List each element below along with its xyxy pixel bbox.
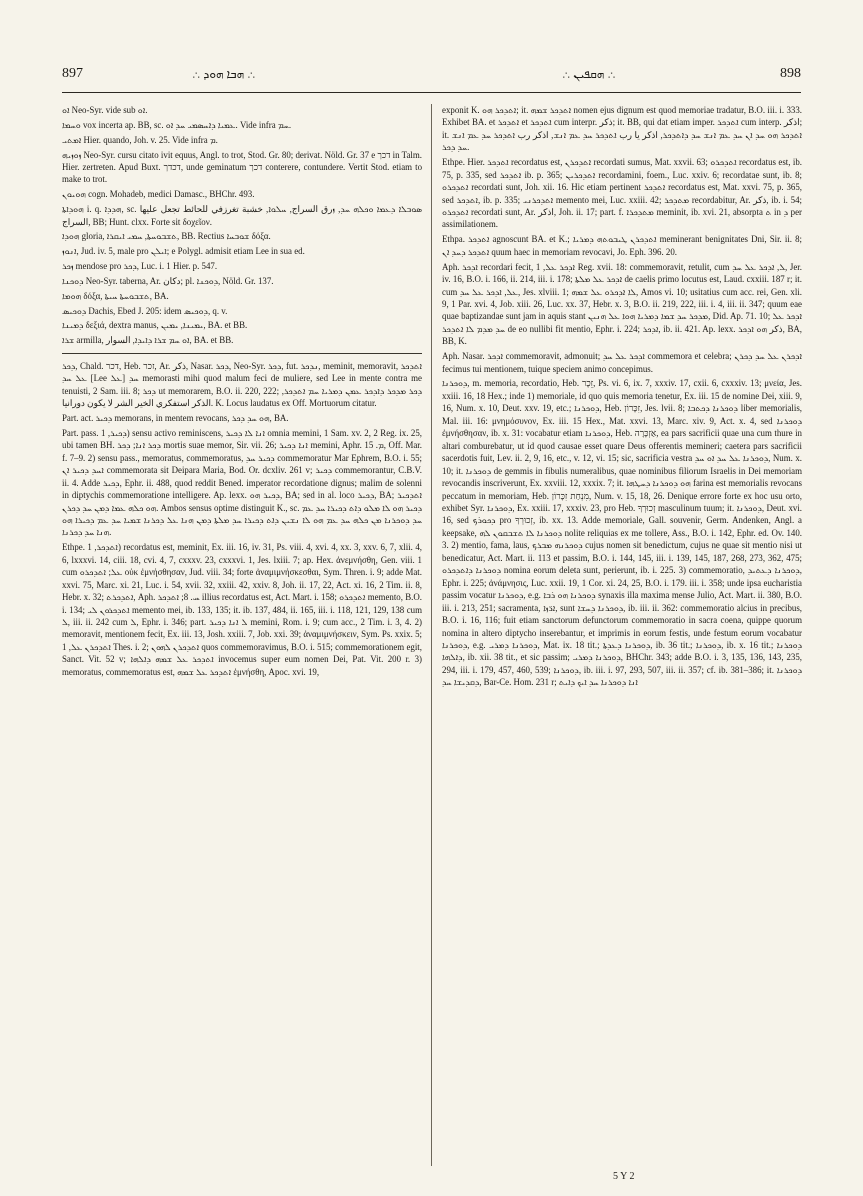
entry: ܗܘܕܐܬܐ i. q. ܗܕܕܐ, sc. ܣܘܒܠܐ ܕܥܡܐ ܘܟܠܗ ܚܕ, ܙرق السراج, ܚܠܘܐ, خشبة تغرزفي للحائط تجعل عليها السراج, BB; Hunt. clxx. Forte sit δοχεῖον. (62, 204, 422, 227)
entry: ܕܡܝܢܐ δεξιά, dextra manus, ܝܡܝܢܐ, ܝܡܝܢ, BA. et BB. (62, 320, 248, 331)
main-entry: Part. pass. ܕܟܝܪ, 1) sensu activo reminiscens, ܐܢܐ ܠܐ ܕܟܝܪ omnia memini, 1 Sam. xv. 2, 2 Reg. ix. 25, ubi tamen BH. ܕܟܪ ܐܢܐ; ܕܟܪ mortis suae memor, Sir. vii. 26; ܐܢܐ ܕܟܝܪ memini, Aphr. ܡ. 15, Off. Mar. f. 7–9. 2) sensu pass., memoratus, commemoratus, ܕܟܝܪ ܚܕ commemoratur Mar Ephrem, B.O. i. 55; ܐܚܕ ܕܟܝܪ ܐܢ commemorata sit Deipara Maria, Bod. Or. dcxliv. 261 v; ܕܟܝܪ commemorantur, C.B.V. ii. 4. Adde ܕܟܝܪ, Ephr. ii. 488, quod reddit Bened. imperator recordatione dignus; malim de solenni in diptychis commemoratione intelligere. Ap. lexx. ܕܟܝܪ ܗܘ, BA; sed in al. loco ܕܟܝܪ, BA; ܐܬܕܟܝܪ ܗܘ ܟܠܗ ܥܡܐ ܕܡܢ ܚܕ ܕܟܪܢ. Ambos sensus optime distinguit K., sc. ܕܟܝܪ ܗܘ ܠܐ ܡܠܘ ܕܐܬ ܕܟܝܪܐ ܚܕ ܥܡ ܚܕ ܕܘܟܪܢܐ ܡܢ ܟܠܗ ܚܕ ܥܡ ܗܘ ܠܐ ܢܫܝܢ ܕܐܬ ܕܟܝܪܐ ܚܕ ܡܠܬܐ ܕܡܢ ܗܢܐ ܥܠ ܕܟܪܢܐ ܫܡܝܐ ܚܕ ܥܡ ܕܟܝܪܐ ܗܘ ܗܢܐ ܚܕ ܕܟܪܢܐ. (62, 427, 422, 538)
entry: exponit K. ܐܬܕܟܪ ܗܘ; it. ܐܬܕܟܪ ܫܡܗ nomen ejus dignum est quod memoriae tradatur, B.O. iii. i. 333. Exhibet BA. et ܐܬܕܟܪ et ܐܬܕܟܪ cum interpr. ذكر; it. BB, qui dat etiam imper. ܐܬܕܟܪ cum interp. اذكر; it. ܐܬܕܟܪ ܗܘ ܚܕ ܐܢ ܚܕ ܥܡ ܐܢܫ ܚܕ ܕܐܬܕܟܪ, اذكر يا رب ܐܬܕܟܪ ܚܕ ܥܡ ܐܢܫ, اذكر رب ܐܬܕܟܪ ܚܕ ܥܡ ܐܢܫ ܚܕ ܕܟܪ. (442, 105, 802, 153)
entry: Aph. ܐܕܟܪ recordari fecit, ܐܕܟܪ ܥܠ, 1 Reg. xvii. 18: commemoravit, retulit, cum ܠ, ܐܕܟܪ ܥܠ ܚܕ, Jer. iv. 16, B.O. i. 166, ii. 214, iii. i. 178; ܐܕܟܪ ܥܠ ܡܠܬܐ de caelis primo locutus est, Laud. cxxiii. 187 r; it. cum ܥܠ, ܐܕܟܪ ܥܠ ܚܕ, Jes. xlviii. 1; ܠܐ ܐܕܟܪܘ ܥܠ ܫܡܗ, Amos vi. 10; usitatius cum acc. rei, Gen. xli. 9, 1 Par. xvi. 4, Job. xiii. 26, Luc. xx. 37, Hebr. x. 3, B.O. ii. 219, 222, iii. i. 4, iii. ii. 347; quum eae quae baptizandae sunt jam in aquis stant ܡܕܟܪ ܚܕ ܫܡܐ ܕܡܪܝܐ ܗܘܐ ܥܠ ܗܢܝܢ, Did. Ap. 71. 10; ܐܕܟܪ ܥܠ ܚܕ ܡܕܡ ܠܐ ܐܬܕܟܪ de eo nullibi fit mentio, Ephr. i. 224; ܐܕܟܪ, ib. ii. 421. Ap. lexx. ذكر ܗܘ ܐܕܟܪ, BA, BB, K. (442, 261, 802, 347)
entry: ܐܢܘܙ, Jud. iv. 5, male pro ܐܝܠܢ; e Polygl. admisit etiam Lee in sua ed. (62, 246, 305, 257)
right-running-head: ∴ ܗܩܦܝܢ ∴ (562, 67, 616, 81)
entry: ܐܘ Neo-Syr. vide sub ܐܘ. (62, 105, 148, 115)
entry: ܐܡܬܝ Hier. quando, Joh. v. 25. Vide infra ܡ. (62, 134, 218, 145)
entry: ܕܘܟܝܣ Dachis, Ebed J. 205: idem ܕܘܟܝܣ, q. v. (62, 305, 228, 316)
main-entry: Part. act. ܕܟܝܪ memorans, in mentem revocans, ܗܘ ܚܕ ܕܟܪ, BA. (62, 412, 289, 423)
entry: ܫܪܐ armilla, ܐܘ ܚܡ ܫܪܐ ܕܐܝܕܐ, السوار, BA. et BB. (62, 335, 234, 346)
entry: ܗܘܡܐ δόξα, ܬܫܒܘܚܬܐ ܚܝܬܐ, BA. (62, 290, 169, 301)
right-column (442, 104, 802, 1174)
page-header (62, 66, 801, 90)
left-running-head: ∴ ܗܒܐ ܗܘܕ ∴ (192, 67, 256, 81)
left-column (62, 104, 422, 1164)
section-separator (62, 353, 422, 354)
entry: Ethpe. Hier. ܐܬܕܟܪ recordatus est, ܐܬܕܟܪܢ recordati sumus, Mat. xxvii. 63; ܐܬܕܟܪܘ recordatus est, ib. 75, p. 335, sed ܐܬܕܟܪ ib. p. 365; ܐܬܕܟܪܝܢ recordamini, foem., Luc. xxiv. 6; recordatae sunt, ib. 8; ܐܬܕܟܪܘ recordati sunt, Joh. xii. 16. Hic etiam pertinent ܐܬܕܟܪ recordatus est, Mat. xxvi. 75, p. 365, sed ܐܬܕܟܪ, ib. p. 335; ܐܬܕܟܪܢܝ memento mei, Luc. xxiii. 42; ܡܬܕܟܪ recordabitur, Ar. ذكر, ib. i. 54; ܐܬܕܟܪܘ recordati sunt, Ar. اذكر, Joh. ii. 17; part. f. ܡܬܕܟܪܐ meminit, ib. xvi. 21, absorpta ܬ in ܕ per assimilationem. (442, 157, 802, 230)
entry: ܗܘܝܘܢ cogn. Mohadeb, medici Damasc., BHChr. 493. (62, 189, 255, 200)
entry: ܗܘܕܐ gloria, ܬܫܒܘܚܬܐ, ܚܡܝ ܐܝܩܪܐ, BB. Rectius ܫܘܒܚܐ δόξα. (62, 231, 271, 242)
header-rule (62, 92, 801, 93)
entry: ܘܚܡܐ vox incerta ap. BB, sc. ܥܡܝܐ ܕܐܚܣܡܝ ܚܕ ܐܘ. Vide infra ܚܡ. (62, 119, 292, 130)
column-divider (431, 104, 432, 1166)
entry: ܕܘܟܪܢܐ, m. memoria, recordatio, Heb. זֵכֶר, Ps. vi. 6, ix. 7, xxxiv. 17, cxii. 6, cxxxiv. 13; μνεία, Jes. xxiii. 16, 18 Hex.; inde 1) memoriale, id quo quis memoria tenetur, Ex. iii. 15 de nomine Dei, xiii. 9, 16, Num. x. 10, Deut. xxv. 19, etc.; ܕܘܟܪܢܐ, Heb. זִכָּרוֹן, Jes. lvii. 8; ܕܘܟܪܢܐ ܕܟܬܒܐ liber memorialis, Mal. iii. 16: μνημόσυνον, Ex. iii. 15 Hex., Mat. xxvi. 13, Marc. xiv. 9, Act. x. 4, sed ܕܘܟܪܢܐ ἐμνήσθησαν, ib. x. 31: vocabatur etiam ܕܘܟܪܢܐ, Heb. אַזְכָּרָה, ea pars sacrificii quae una cum thure in altari comburebatur, ut id quod causae esset quare Deus offerentis memineri; caetera pars sacrificii sacerdotis fuit, Lev. ii. 2, 9, 16, etc., v. 12, vi. 15; sic, sacrificia vestra ܕܘܟܪܢܐ ܥܠ ܚܕ ܐܘ ܚܕ, Num. x. 10; it. ܕܘܟܪܢܐ de gemmis in fibulis numeralibus, quae nominibus filiorum Israelis in Dei memoriam revocandis inscriverunt, Ex. xxviii. 12, xxxix. 7; it. ܗܘ ܕܘܟܪܢܐ ܕܚܛܗܐ farina est memorialis revocans peccatum in memoriam, Heb. מִנְחַת זִכָּרוֹן, Num. v. 15, 18, 26. Denique errore forte ex hoc usu orto, exhibet Syr. ܕܘܟܪܢܐ, Ex. xxiii. 17, xxxiv. 23, pro Heb. זְכוּרְךָ masculinum tuum; it. ܕܘܟܪܢܐ, Deut. xvi. 16, sed ܕܟܘܪܟ pro זְכוּרְךָ, ib. xx. 13. Adde memoriale, Gall. souvenir, Germ. Andenken, Angl. a keepsake, ܕܘܟܪܢܐ ܠܐ ܬܫܒܩܘܢ ܠܗ nolite reliquias ex me tollere, Ass., B.O. i. 142, Ephr. ed. Ov. 140. 3. 2) mentio, fama, laus, ܕܘܟܪܢܗ ܡܒܪܟ cujus nomen sit benedictum, cujus ne quae sit mentio nisi ut benedicatur, Act. Mart. ii. 113 et passim, B.O. i. 144, 145, iii. i. 139, 145, 187, 268, 273, 362, 475; ܕܘܟܪܢܐ ܕܐܬܕܟܪܘ nomina eorum deleta sunt, perierunt, ib. i. 225. 3) commemoratio, ܕܘܟܪܢܐ ܕܥܬܝܕ, Ephr. i. 225; ἀνάμνησις, Luc. xxii. 19, 1 Cor. xi. 24, 25, B.O. i. 179. iii. i. 358; unde ipsa eucharistia passim vocatur ܕܘܟܪܢܐ, e.g. ܕܘܟܪܢܐ ܗܘ ܪܒܐ synaxis illa maxima mense Julio, Act. Mart. ii. 380, B.O. iii. i. 213, 251; sacramenta, ܐܪ̈ܙܐ, sunt ܕܘܟܪܢܐ ܕܚܫܐ, ib. iii. ii. 362: commemoratio alcius in precibus, B.O. i. 16, 116; fuit etiam sanctorum defunctorum commemoratio in sacra coena, quippe quorum nomina in altero diptycho inserebantur, et imprimis in eorum festis, unde festum eorum vocabatur ܕܘܟܪܢܐ, e.g. ܕܘܟܪܢܐ ܕܡܪܝ, Mat. ix. 18 tit.; ܕܘܟܪܢܐ ܕܥܕܬܐ, ib. 36 tit.; ܕܘܟܪܢܐ, ib. x. 16 tit.; ܕܘܟܪܢܐ ܕܐܠܗܐ, ib. xii. 38 tit., et sic passim; ܕܘܟܪܢܐ ܕܡܪܝ, BHChr. 343; adde B.O. i. 3, 135, 136, 143, 235, 294, iii. i. 179, 457, 460, 539; ܕܘܟܪܢܐ, ib. iii. i. 97, 293, 507, iii. ii. 357; cf. ib. 381–386; it. ܕܘܟܪܢܐ ܕܩܕܝܫܐ ܚܕ, Bar-Ce. Hom. 231 r; ܐܢܐ ܕܘܟܪܢܐ ܚܕ ܐܝܟ ܕܐܝܬ (442, 378, 802, 688)
entry: ܙܟܪ mendose pro ܕܟܪ, Luc. i. 1 Hier. p. 547. (62, 261, 218, 272)
right-page-number: 898 (780, 66, 801, 81)
entry: Ethpa. ܐܬܕܟܪ agnoscunt BA. et K.; ܐܬܕܟܪܢ ܛܝܒܘܬܗ ܕܡܪܝܐ meminerant benignitates Dni, Sir. ii. 8; ܐܬܕܟܪ ܕܚܕ ܐܢ quum haec in memoriam revocavi, Jo. Eph. 396. 20. (442, 234, 802, 257)
entry: Aph. Nasar. ܐܕܟܪ commemoravit, admonuit; ܐܕܟܪ ܥܠ ܚܕ commemora et celebra; ܐܕܟܪܢ ܥܠ ܚܕ ܕܟܪܢ fecimus tui mentionem, tuique speciem animo concepimus. (442, 351, 802, 374)
main-entry: ܕܟܪ, Chald. דכר, Heb. זכר, Ar. ذكر, Nasar. ܕܟܪ, Neo-Syr. ܕܟܪ, fut. ܢܕܟܪ, meminit, memoravit, ܐܬܕܟܪ ܥܠ ܚܕ [Lee ܥܠ] ܚܕ memorasti mihi quod malum feci de muliere, sed Lee in mente contra me tenuisti, 2 Sam. iii. 8; ܕܟܪ ut memorarem, B.O. ii. 220, 222; ܕܟܪ ܡܕܟܪ ܕܐܕܟܪ ܥܡܢ ܕܡܪܝܐ ܚܡ ܐܬܕܟܪ, الذكر استفكري الخير الشر لا يكون دورانيا. K. Locus laudatus ex Off. Mortuorum citatur. (62, 360, 422, 409)
signature-mark: 5 Y 2 (613, 1171, 635, 1182)
entry: ܕܘܟܢܐ Neo-Syr. taberna, Ar. دكان; pl. ܕܘܟܢܐ, Nöld. Gr. 137. (62, 275, 274, 286)
left-page-number: 897 (62, 66, 83, 81)
main-entry: Ethpe. ܐܬܕܟܪ, 1) recordatus est, meminit, Ex. iii. 16, iv. 31, Ps. viii. 4, xvi. 4, xx. 3, xxv. 6, 7, xlii. 4, 6, lxxxvi. 14, ciii. 18, cvi. 4, 7, cxxxv. 23, cxxxvi. 1, Jes. lxiii. 7; ap. Hex. ἀνεμνήσθη, Gen. viii. 1 cum ܥܠ; ܐܬܕܟܪܘ οὐκ ἐμνήσθησαν, Jud. viii. 34; forte ἀναμιμνήσκεσθαι, Sym. Thren. i. 9; adde Mat. xxvi. 75, Marc. xi. 21, Luc. i. 54, xvii. 32, xxiii. 42, xxiv. 8, Joh. ii. 17, 22, Act. xi. 16, 2 Tim. ii. 8, Hebr. x. 32; ܐܬܕܟܪܬ, Aph. ܚ. 8; ܐܬܕܟܪ illius recordatus est, Act. Mart. i. 158; ܐܬܕܟܪܘ memento, B.O. i. 134; ܐܬܕܟܪܘܢ ܠܝ memento mei, ib. 133, 135; it. ib. 137, 484, ii. 165, iii. i. 118, 121, 129, 138 cum ܠ, iii. ii. 242 cum ܠ, Ephr. i. 346; part. ܠ ܐܢܐ ܕܟܝܪ memini, Rom. i. 9; cum acc., 2 Tim. i. 3, 4. 2) memoravit, mentionem fecit, Ex. iii. 13, Josh. xxiii. 7, Job. xxi. 39; ἀναμιμνήσκειν, Sym. Ps. xxix. 5; ܐܬܕܟܪܢ ܥܠ, 1 Thes. i. 2; ܐܬܕܟܪܢ ܠܗܘܢ quos commemoravimus, B.O. i. 515; commemorationem egit, Sanct. Vit. 52 v; ܐܬܕܟܪ ܥܠ ܫܡܗ ܕܐܠܗܐ invocemus super eum nomen Dei, Pat. Vit. 200 r. 3) memoratus, commemoratus est, ܐܬܕܟܪ ܥܠ ܫܡܗ ἐμνήσθη, Apoc. xvi. 19, (62, 542, 422, 677)
entry: ܙܘܙܝܗ Neo-Syr. cursu citato ivit equus, Angl. to trot, Stod. Gr. 80; derivat. Nöld. Gr. 37 e דכך in Talm. Hier. zertreten. Apud Buxt. דכדך, unde geminatum דכך conterere, contundere. Vertit Stod. etiam to make to trot. (62, 149, 422, 185)
